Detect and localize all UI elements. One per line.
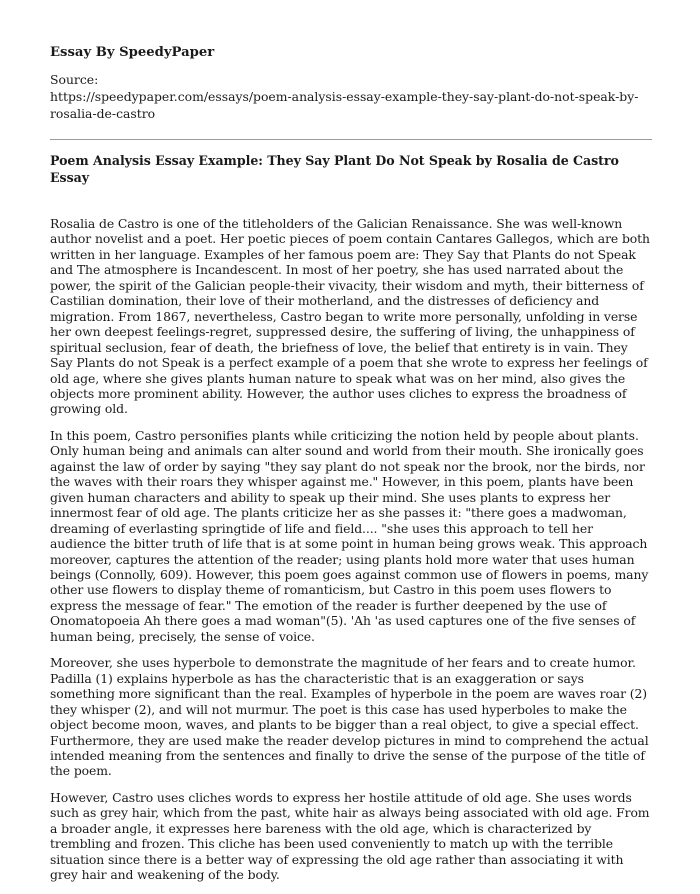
- essay-body: [50, 216, 652, 883]
- essay-paragraph: Rosalia de Castro is one of the titleholders of the Galician Renaissance. She was well-known author novelist and a poet. Her poetic pieces of poem contain Cantares Gallegos, which are both written in her language. Examples of her famous poem are: They Say that Plants do not Speak and The atmosphere is Incandescent. In most of her poetry, she has used narrated about the power, the spirit of the Galician people-their vivacity, their wisdom and myth, their bitterness of Castilian domination, their love of their motherland, and the distresses of deficiency and migration. From 1867, nevertheless, Castro began to write more personally, unfolding in verse her own deepest feelings-regret, suppressed desire, the suffering of living, the unhappiness of spiritual seclusion, fear of death, the briefness of love, the belief that entirety is in vain. They Say Plants do not Speak is a perfect example of a poem that she wrote to express her feelings of old age, where she gives plants human nature to speak what was on her mind, also gives the objects more prominent ability. However, the author uses cliches to express the broadness of growing old.: [50, 216, 650, 417]
- essay-paragraph: Moreover, she uses hyperbole to demonstrate the magnitude of her fears and to create humor. Padilla (1) explains hyperbole as has the characteristic that is an exaggeration or says something more significant than the real. Examples of hyperbole in the poem are waves roar (2) they whisper (2), and will not murmur. The poet is this case has used hyperboles to make the object become moon, waves, and plants to be bigger than a real object, to give a special effect. Furthermore, they are used make the reader develop pictures in mind to comprehend the actual intended meaning from the sentences and finally to drive the sense of the purpose of the title of the poem.: [50, 655, 649, 779]
- document-page: [50, 0, 652, 894]
- source-label: Source:: [50, 72, 99, 87]
- header-divider: [50, 139, 652, 140]
- essay-paragraph: However, Castro uses cliches words to express her hostile attitude of old age. She uses words such as grey hair, which from the past, white hair as always being associated with old age. From a broader angle, it expresses here bareness with the old age, which is characterized by trembling and frozen. This cliche has been used conveniently to match up with the terrible situation since there is a better way of expressing the old age rather than associating it with grey hair and weakening of the body.: [50, 789, 650, 883]
- essay-paragraph: In this poem, Castro personifies plants while criticizing the notion held by people about plants. Only human being and animals can alter sound and world from their mouth. She ironically goes against the law of order by saying "they say plant do not speak nor the brook, nor the birds, nor the waves with their roars they whisper against me." However, in this poem, plants have been given human characters and ability to speak up their mind. She uses plants to express her innermost fear of old age. The plants criticize her as she passes it: "there goes a madwoman, dreaming of everlasting springtide of life and field.... "she uses this approach to tell her audience the bitter truth of life that is at some point in human being grows weak. This approach moreover, captures the attention of the reader; using plants hold more water that uses human beings (Connolly, 609). However, this poem goes against common use of flowers in poems, many other use flowers to display theme of romanticism, but Castro in this poem uses flowers to express the message of fear." The emotion of the reader is further deepened by the use of Onomatopoeia Ah there goes a mad woman"(5). 'Ah 'as used captures one of the five senses of human being, precisely, the sense of voice.: [50, 427, 649, 644]
- essay-author-line: Essay By SpeedyPaper: [50, 45, 215, 60]
- source-url: https://speedypaper.com/essays/poem-analysis-essay-example-they-say-plant-do-not-speak-by-rosalia-de-castro: [50, 89, 639, 121]
- document-header: [50, 44, 652, 122]
- source-block: [50, 71, 652, 122]
- essay-title: Poem Analysis Essay Example: They Say Plant Do Not Speak by Rosalia de Castro Essay: [50, 153, 619, 185]
